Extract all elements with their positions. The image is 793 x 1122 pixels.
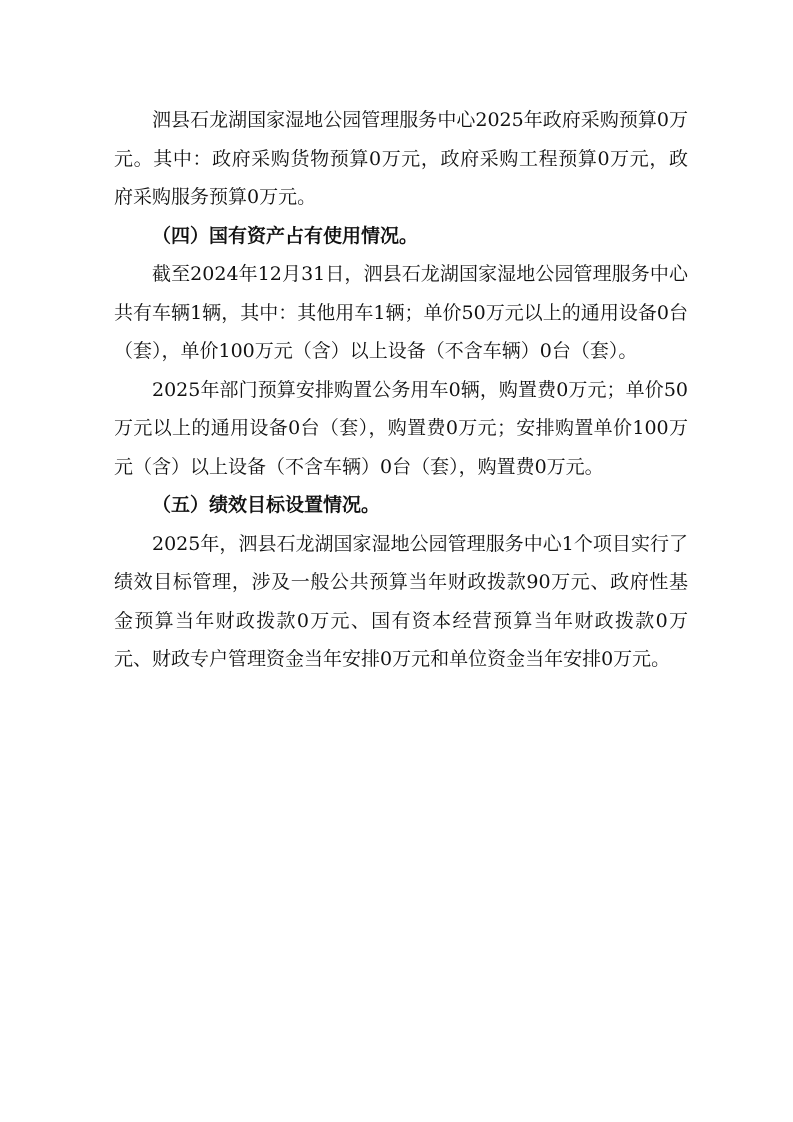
document-body — [114, 101, 688, 679]
paragraph-vehicles-equipment: 截至2024年12月31日，泗县石龙湖国家湿地公园管理服务中心共有车辆1辆，其中：其他用车1辆；单价50万元以上的通用设备0台（套），单价100万元（含）以上设备（不含车辆）0台（套）。 — [114, 263, 688, 362]
section-heading-performance-goals: （五）绩效目标设置情况。 — [152, 494, 381, 516]
paragraph-purchase-plan: 2025年部门预算安排购置公务用车0辆，购置费0万元；单价50万元以上的通用设备0台（套），购置费0万元；安排购置单价100万元（含）以上设备（不含车辆）0台（套），购置费0万元。 — [114, 378, 688, 478]
section-heading-state-assets: （四）国有资产占有使用情况。 — [152, 224, 419, 247]
paragraph-performance-management: 2025年，泗县石龙湖国家湿地公园管理服务中心1个项目实行了绩效目标管理，涉及一般公共预算当年财政拨款90万元、政府性基金预算当年财政拨款0万元、国有资本经营预算当年财政拨款0万元、财政专户管理资金当年安排0万元和单位资金当年安排0万元。 — [114, 532, 688, 670]
paragraph-procurement-budget: 泗县石龙湖国家湿地公园管理服务中心2025年政府采购预算0万元。其中：政府采购货物预算0万元，政府采购工程预算0万元，政府采购服务预算0万元。 — [114, 109, 688, 208]
